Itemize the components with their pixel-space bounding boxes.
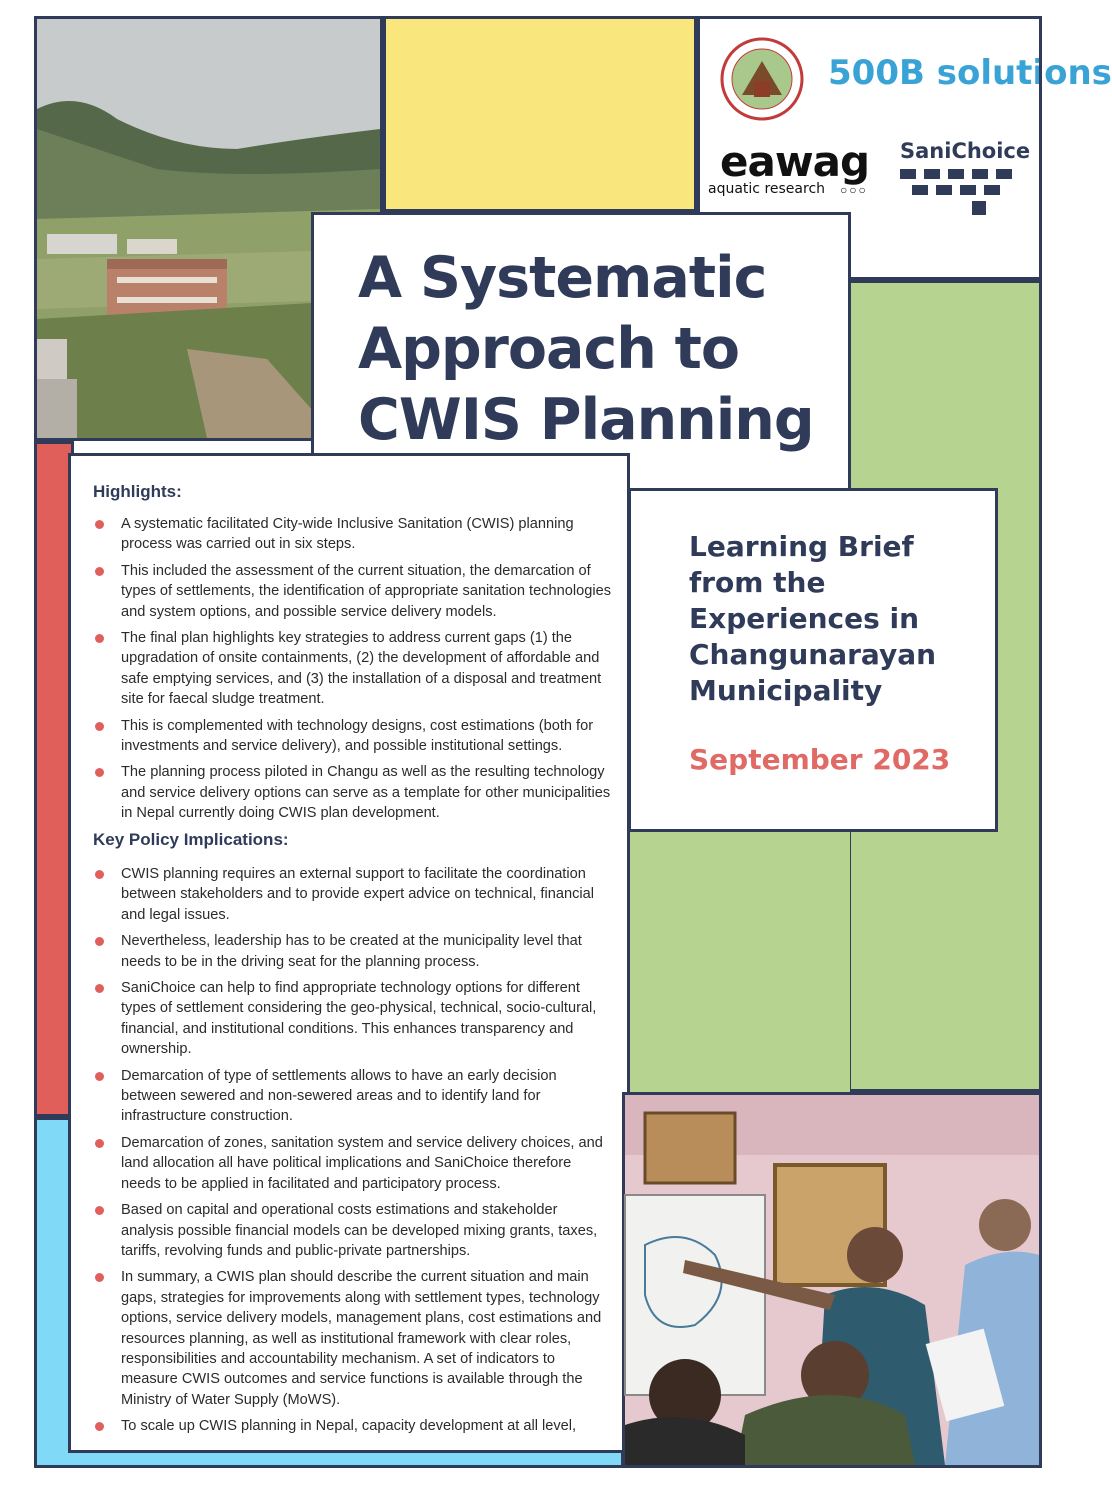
eawag-logo: eawag <box>720 137 870 186</box>
eawag-tagline: aquatic research <box>708 181 826 197</box>
policy-item-text: In summary, a CWIS plan should describe the current situation and main gaps, strategies for improvements along with settlement types, technology options, service delivery models, management plans, cost estimations and resources planning, as well as institutional framework with clear roles, responsibilities and accountability mechanism. A set of indicators to measure CWIS outcomes and service functions is available through the Ministry of Water Supply (MoWS). <box>121 1269 602 1408</box>
500b-solutions-logo: 500B solutions <box>828 53 1112 93</box>
policy-item-text: CWIS planning requires an external support to facilitate the coordination between stakeholders and to provide expert advice on technical, financial and legal issues. <box>121 866 594 923</box>
eawag-dots-icon: ○○○ <box>840 183 868 197</box>
highlights-item-text: This included the assessment of the current situation, the demarcation of types of settlements, the identification of appropriate sanitation technologies and system options, and possible service delivery models. <box>121 562 612 620</box>
policy-item-text: Nevertheless, leadership has to be created at the municipality level that needs to be in the driving seat for the planning process. <box>121 933 582 970</box>
highlights-item-text: A systematic facilitated City-wide Inclusive Sanitation (CWIS) planning process was carried out in six steps. <box>121 516 574 553</box>
policy-item-text: Demarcation of type of settlements allows to have an early decision between sewered and non-sewered areas and to identify land for infrastructure construction. <box>121 1067 557 1125</box>
policy-item-text: To scale up CWIS planning in Nepal, capacity development at all level, <box>121 1418 577 1435</box>
highlights-item-text: The planning process piloted in Changu as well as the resulting technology and service delivery options can serve as a template for other municipalities in Nepal currently doing CWIS plan development. <box>121 764 611 822</box>
highlights-heading: Highlights: <box>93 482 182 501</box>
highlights-item-text: The final plan highlights key strategies to address current gaps (1) the upgradation of onsite containments, (2) the development of affordable and safe emptying services, and (3) the installation of a disposal and treatment site for faecal sludge treatment. <box>121 630 602 708</box>
policy-item-text: Demarcation of zones, sanitation system and service delivery choices, and land allocation all have political implications and SaniChoice therefore needs to be applied in facilitated and participatory process. <box>121 1134 603 1192</box>
policy-heading: Key Policy Implications: <box>93 830 289 849</box>
policy-item-text: Based on capital and operational costs estimations and stakeholder analysis possible financial models can be developed mixing grants, taxes, tariffs, revolving funds and public-private partnerships. <box>121 1202 598 1259</box>
learning-brief-title: Learning Brief from the Experiences in Changunarayan Municipality <box>689 530 937 707</box>
policy-item-text: SaniChoice can help to find appropriate technology options for different types of settlement considering the geo-physical, technical, socio-cultural, financial, and institutional conditions. This enhances transparency and ownership. <box>121 980 597 1058</box>
page-frame <box>34 16 1042 1468</box>
page-title: A Systematic Approach to CWIS Planning <box>358 245 814 453</box>
sanichoice-logo: SaniChoice <box>900 139 1031 163</box>
highlights-item-text: This is complemented with technology designs, cost estimations (both for investments and service delivery), and possible institutional settings. <box>121 717 594 755</box>
publication-date: September 2023 <box>689 743 951 776</box>
